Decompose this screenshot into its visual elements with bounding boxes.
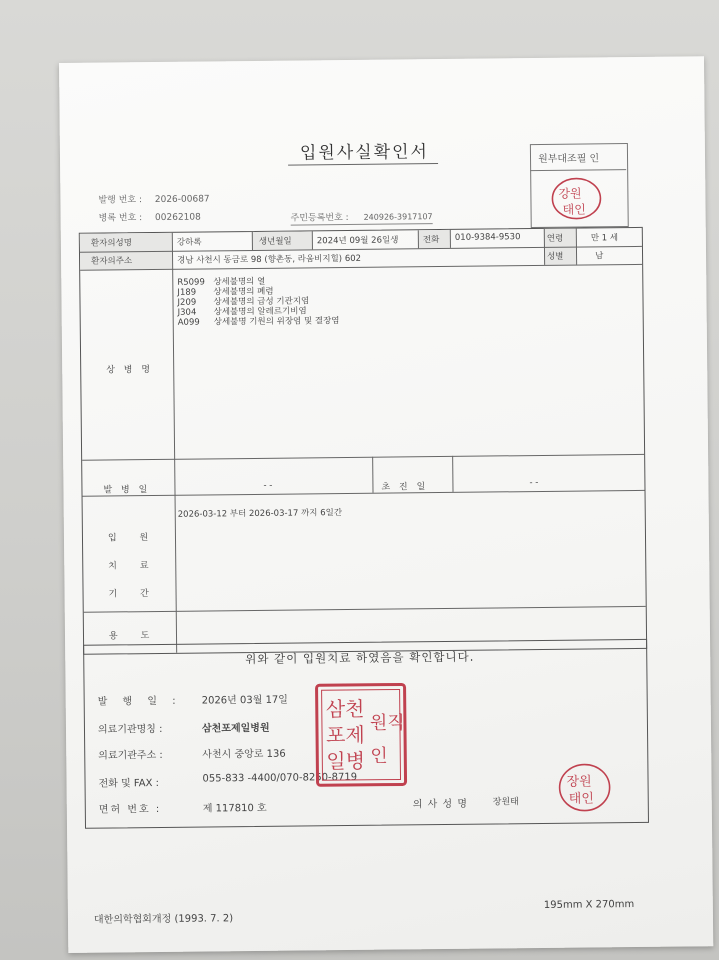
- tel-label: 전화 및 FAX :: [98, 777, 160, 790]
- revision-note: 대한의학협회개정 (1993. 7. 2): [93, 913, 234, 926]
- certificate-paper: [59, 56, 713, 953]
- svg-text:원직: 원직: [369, 712, 405, 734]
- dob-value: 2024년 09월 26일생: [316, 235, 399, 247]
- diagnosis-item: J209 상세불명의 급성 기관지염: [177, 296, 310, 308]
- issue-date: 2026년 03월 17일: [201, 694, 288, 707]
- address-label: 환자의주소: [91, 256, 133, 267]
- admission-label-2: 치 료: [108, 560, 159, 572]
- document-title: 입원사실확인서: [299, 142, 430, 164]
- diagnosis-item: A099 상세불명 기원의 위장염 및 결장염: [177, 316, 340, 328]
- approval-stamp: [548, 175, 604, 222]
- doctor-stamp: [556, 761, 613, 814]
- sex-label: 성별: [547, 251, 564, 262]
- svg-text:포제: 포제: [325, 722, 365, 748]
- patient-info-table: [79, 227, 647, 655]
- admission-label-3: 기 간: [108, 588, 159, 600]
- admission-period: 2026-03-12 부터 2026-03-17 까지 6일간: [177, 508, 343, 520]
- admission-label-1: 입 원: [107, 532, 159, 544]
- svg-text:일병: 일병: [326, 748, 366, 774]
- phone-label: 전화: [422, 235, 440, 246]
- diagnosis-item: J189 상세불명의 폐렴: [177, 286, 274, 298]
- svg-text:삼천: 삼천: [325, 696, 365, 722]
- diagnosis-list: [177, 276, 339, 328]
- issue-no-row: [98, 191, 209, 205]
- issue-no-value: 2026-00687: [154, 194, 210, 206]
- first-visit-label: 초 진 일: [381, 482, 429, 493]
- hospital-addr-label: 의료기관주소 :: [98, 749, 163, 762]
- chart-no-label: 병록 번호 :: [98, 213, 143, 224]
- hospital-name: 삼천포제일병원: [201, 722, 270, 735]
- diagnosis-item: J304 상세불명의 알레르기비염: [177, 306, 307, 318]
- doctor-label: 의 사 성 명: [412, 798, 469, 811]
- age-label: 연령: [546, 233, 564, 244]
- svg-text:인: 인: [370, 745, 388, 767]
- chart-no-row: [99, 210, 201, 224]
- issue-date-label: 발 행 일 :: [97, 695, 182, 708]
- diagnosis-item: R5099 상세불명의 열: [177, 276, 266, 288]
- paper-size: 195mm X 270mm: [543, 899, 635, 911]
- patient-name-label: 환자의성명: [90, 238, 133, 249]
- license-label: 면허 번호 :: [98, 803, 162, 816]
- doctor-name: 장원태: [492, 797, 519, 808]
- sex-value: 남: [595, 251, 604, 262]
- purpose-label: 용 도: [108, 630, 160, 642]
- title-underline: [288, 163, 438, 166]
- issue-no-label: 발행 번호 :: [98, 195, 143, 206]
- chart-no-value: 00262108: [154, 212, 201, 224]
- rrn-value: 240926-3917107: [363, 212, 433, 222]
- diagnosis-label: 상 병 명: [106, 365, 154, 376]
- hospital-addr: 사천시 중앙로 136: [202, 748, 286, 761]
- svg-text:강원: 강원: [558, 186, 582, 201]
- patient-name: 강하록: [176, 237, 202, 248]
- svg-text:태인: 태인: [562, 202, 586, 217]
- address-value: 경남 사천시 동금로 98 (향촌동, 라움비지힐) 602: [177, 253, 362, 266]
- first-visit-value: - -: [529, 478, 539, 489]
- dob-label: 생년월일: [258, 236, 292, 247]
- confirm-text: 위와 같이 입원치료 하였음을 확인합니다.: [245, 649, 475, 667]
- onset-value: - -: [263, 480, 273, 491]
- approval-label: 원부대조필 인: [537, 153, 600, 165]
- onset-label: 발 병 일: [103, 485, 151, 496]
- rrn-label: 주민등록번호 :: [290, 212, 349, 224]
- svg-text:태인: 태인: [568, 791, 594, 807]
- hospital-seal: [313, 681, 408, 788]
- phone-value: 010-9384-9530: [454, 232, 521, 243]
- tel-value: 055-833 -4400/070-8250-8719: [202, 771, 358, 785]
- age-value: 만 1 세: [590, 233, 619, 244]
- hospital-label: 의료기관명칭 :: [97, 723, 163, 736]
- rrn-row: [291, 209, 433, 225]
- svg-text:장원: 장원: [566, 774, 592, 790]
- license-value: 제 117810 호: [202, 802, 267, 815]
